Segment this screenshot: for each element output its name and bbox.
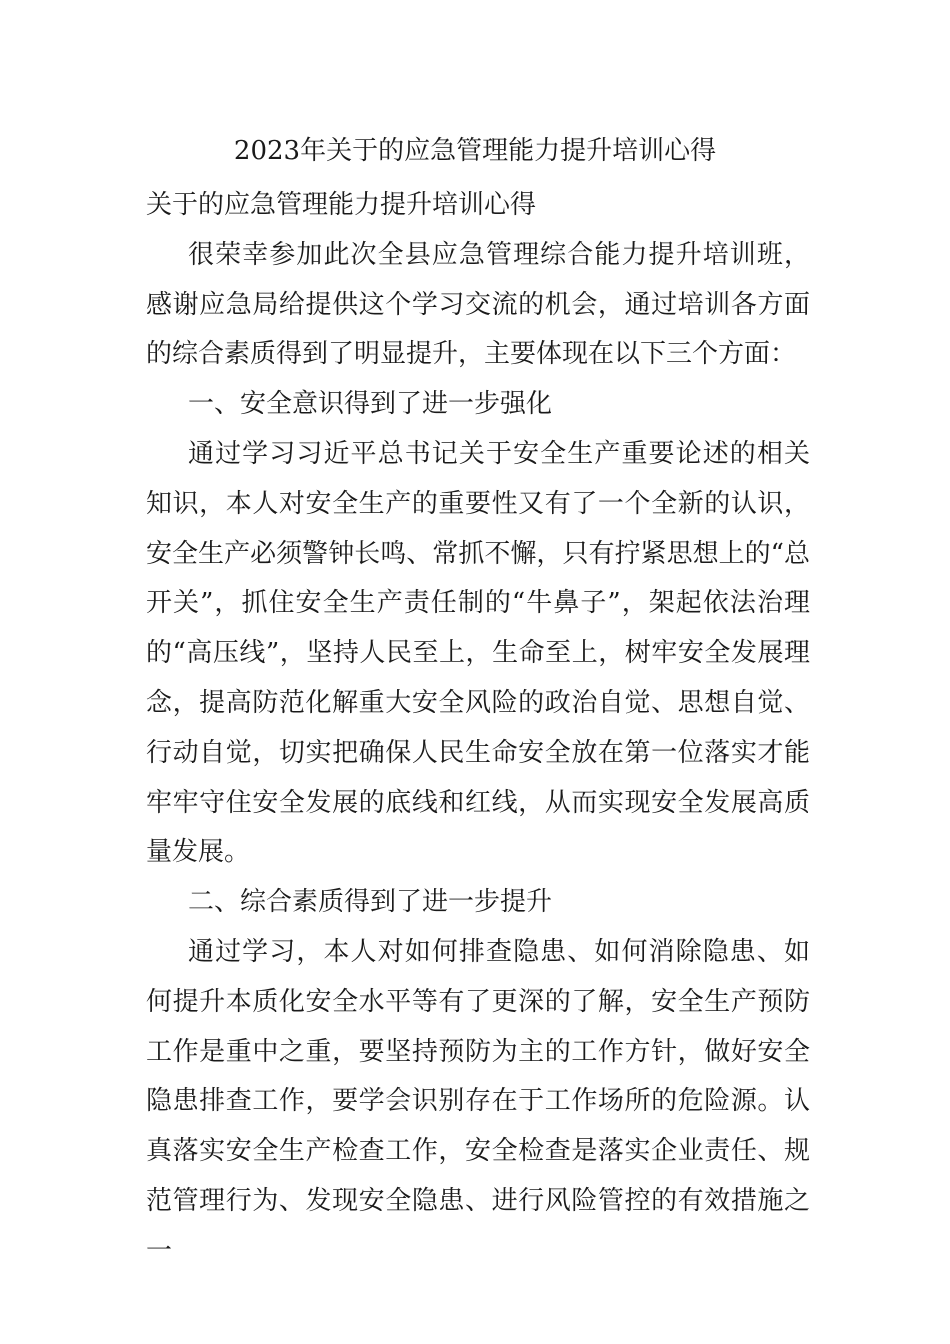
paragraph-intro: 很荣幸参加此次全县应急管理综合能力提升培训班，感谢应急局给提供这个学习交流的机会，通过培训各方面的综合素质得到了明显提升，主要体现在以下三个方面： [146,239,810,370]
document-body [146,181,810,1277]
section-heading-2: 二、综合素质得到了进一步提升 [188,887,553,918]
paragraph-section-2: 通过学习，本人对如何排查隐患、如何消除隐患、如何提升本质化安全水平等有了更深的了解，安全生产预防工作是重中之重，要坚持预防为主的工作方针，做好安全隐患排查工作，要学会识别存在于工作场所的危险源。认真落实安全生产检查工作，安全检查是落实企业责任、规范管理行为、发现安全隐患、进行风险管控的有效措施之一 [146,936,810,1266]
document-subtitle: 关于的应急管理能力提升培训心得 [146,190,537,220]
document-title: 2023年关于的应急管理能力提升培训心得 [233,136,717,166]
paragraph-section-1: 通过学习习近平总书记关于安全生产重要论述的相关知识，本人对安全生产的重要性又有了一个全新的认识，安全生产必须警钟长鸣、常抓不懈，只有拧紧思想上的“总开关”，抓住安全生产责任制的“牛鼻子”，架起依法治理的“高压线”，坚持人民至上，生命至上，树牢安全发展理念，提高防范化解重大安全风险的政治自觉、思想自觉、行动自觉，切实把确保人民生命安全放在第一位落实才能牢牢守住安全发展的底线和红线，从而实现安全发展高质量发展。 [146,438,810,868]
section-heading-1: 一、安全意识得到了进一步强化 [188,389,553,420]
